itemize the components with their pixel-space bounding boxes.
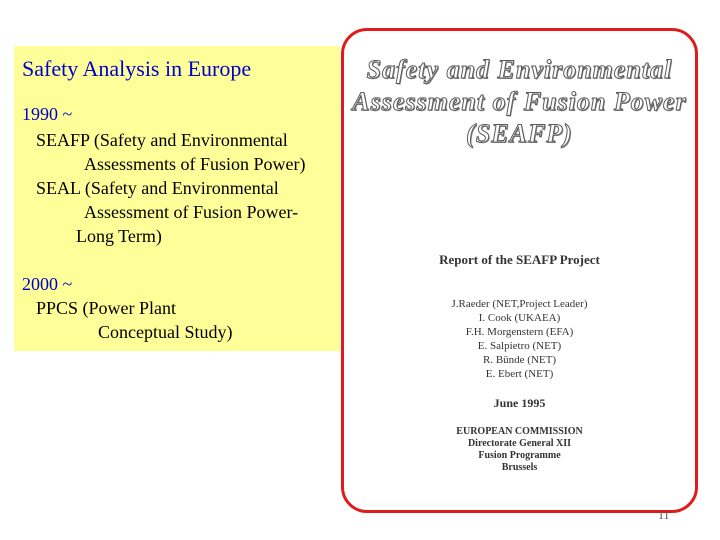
report-cover — [341, 28, 698, 513]
author-6: E. Ebert (NET) — [485, 368, 554, 380]
seafp-line-1: SEAFP (Safety and Environmental — [36, 130, 288, 150]
seafp-line-2: Assessments of Fusion Power) — [84, 154, 306, 174]
page-number: 11 — [658, 508, 670, 522]
org-line-1: EUROPEAN COMMISSION — [456, 426, 583, 437]
seal-line-1: SEAL (Safety and Environmental — [36, 178, 279, 198]
author-1: J.Raeder (NET,Project Leader) — [451, 298, 588, 310]
org-line-4: Brussels — [501, 462, 538, 473]
panel-title: Safety Analysis in Europe — [22, 56, 252, 81]
report-date: June 1995 — [493, 396, 546, 410]
year-2000: 2000 ~ — [22, 274, 73, 294]
seal-line-3: Long Term) — [76, 226, 162, 246]
author-5: R. Bünde (NET) — [482, 354, 556, 366]
org-line-3: Fusion Programme — [478, 450, 561, 461]
report-subtitle: Report of the SEAFP Project — [439, 252, 600, 267]
summary-panel — [14, 46, 340, 351]
report-title-line-3: (SEAFP) — [466, 119, 573, 148]
report-title-line-1: Safety and Environmental — [366, 55, 673, 84]
author-2: I. Cook (UKAEA) — [478, 312, 561, 324]
ppcs-line-2: Conceptual Study) — [98, 322, 233, 342]
report-title-line-2: Assessment of Fusion Power — [352, 87, 687, 116]
ppcs-line-1: PPCS (Power Plant — [36, 298, 177, 318]
org-line-2: Directorate General XII — [467, 438, 572, 449]
seal-line-2: Assessment of Fusion Power- — [84, 202, 299, 222]
year-1990: 1990 ~ — [22, 104, 73, 124]
author-3: F.H. Morgenstern (EFA) — [465, 326, 574, 338]
author-4: E. Salpietro (NET) — [477, 340, 562, 352]
